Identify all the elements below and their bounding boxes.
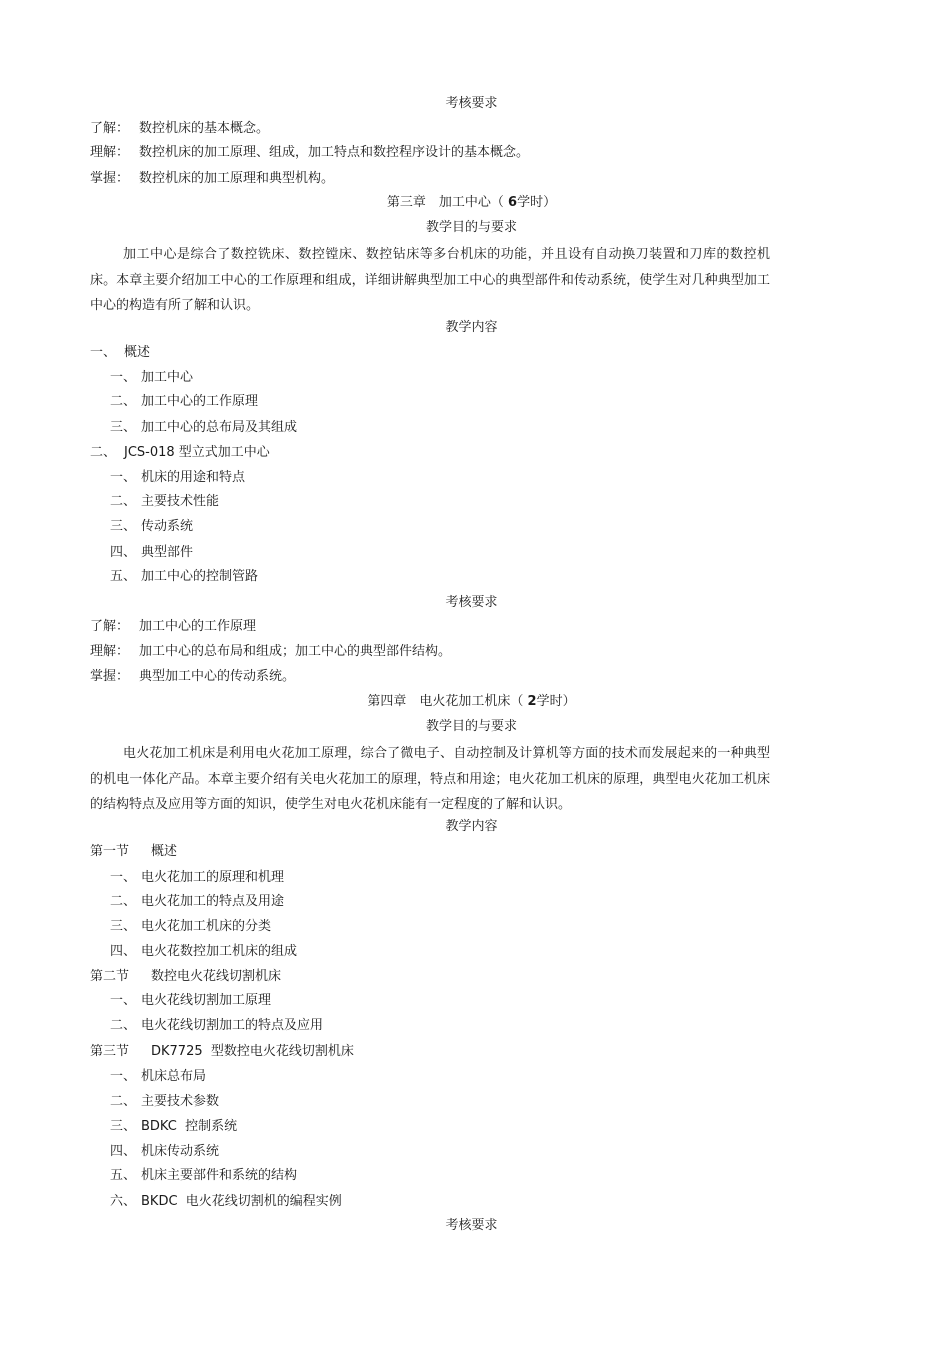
section-title: DK7725 型数控电火花线切割机床 xyxy=(151,1044,354,1059)
item-text: 电火花加工的特点及用途 xyxy=(141,894,285,909)
item-number: 三、 xyxy=(110,919,137,934)
section-item xyxy=(110,1118,237,1136)
item-number: 一、 xyxy=(110,993,137,1008)
item-text: 机床主要部件和系统的结构 xyxy=(141,1168,298,1183)
item-number: 三、 xyxy=(110,420,137,435)
outline-item xyxy=(90,444,270,462)
item-text: 加工中心的总布局及其组成 xyxy=(141,420,298,435)
goal-heading: 教学目的与要求 xyxy=(425,719,517,734)
label: 了解： xyxy=(90,121,130,136)
item-number: 二、 xyxy=(110,394,137,409)
chapter-title-suffix: 学时） xyxy=(517,195,557,210)
item-text: 电火花线切割加工原理 xyxy=(141,993,272,1008)
section-item xyxy=(110,1017,323,1035)
label: 掌握： xyxy=(90,669,130,684)
section-item xyxy=(110,918,271,936)
text: 加工中心的总布局和组成；加工中心的典型部件结构。 xyxy=(139,644,452,659)
outline-subitem xyxy=(110,393,258,411)
item-text: 加工中心的控制管路 xyxy=(141,569,259,584)
item-number: 一、 xyxy=(110,370,137,385)
assessment-heading: 考核要求 xyxy=(445,595,498,610)
label: 了解： xyxy=(90,619,130,634)
assessment-master xyxy=(90,170,334,188)
section-heading xyxy=(90,843,177,861)
goal-paragraph: 电火花加工机床是利用电火花加工原理，综合了微电子、自动控制及计算机等方面的技术而发展起来的一种典型的机电一体化产品。本章主要介绍有关电火花加工的原理，特点和用途；电火花加工机床的原理，典型电火花加工机床的结构特点及应用等方面的知识，使学生对电火花机床能有一定程度的了解和认识。 xyxy=(90,746,770,812)
text: 数控机床的加工原理、组成，加工特点和数控程序设计的基本概念。 xyxy=(139,145,530,160)
section-item xyxy=(110,1143,219,1161)
item-text: 典型部件 xyxy=(141,545,194,560)
item-text: 主要技术参数 xyxy=(141,1094,220,1109)
chapter-title-text: 第四章 电火花加工机床（ xyxy=(367,694,524,709)
item-number: 一、 xyxy=(90,345,117,360)
item-number: 一、 xyxy=(110,1069,137,1084)
item-number: 六、 xyxy=(110,1194,137,1209)
assessment-comprehend xyxy=(90,144,529,162)
goal-heading: 教学目的与要求 xyxy=(425,220,517,235)
section-item xyxy=(110,869,284,887)
section-item xyxy=(110,943,297,961)
assessment-understand xyxy=(90,120,269,138)
outline-subitem xyxy=(110,369,193,387)
section-title: 数控电火花线切割机床 xyxy=(151,969,282,984)
item-text: 机床总布局 xyxy=(141,1069,207,1084)
content-heading: 教学内容 xyxy=(445,320,498,335)
item-number: 五、 xyxy=(110,1168,137,1183)
item-text: BDKC 控制系统 xyxy=(141,1119,238,1134)
section-item xyxy=(110,992,271,1010)
outline-subitem xyxy=(110,544,193,562)
assessment-master xyxy=(90,668,295,686)
item-text: 电火花加工的原理和机理 xyxy=(141,870,285,885)
outline-subitem xyxy=(110,518,193,536)
section-item xyxy=(110,1193,342,1211)
chapter-4-title xyxy=(0,693,943,711)
item-text: 加工中心的工作原理 xyxy=(141,394,259,409)
item-text: 电火花线切割加工的特点及应用 xyxy=(141,1018,324,1033)
goal-paragraph: 加工中心是综合了数控铣床、数控镗床、数控钻床等多台机床的功能，并且设有自动换刀装置和刀库的数控机床。本章主要介绍加工中心的工作原理和组成，详细讲解典型加工中心的典型部件和传动系统，使学生对几种典型加工中心的构造有所了解和认识。 xyxy=(90,247,770,313)
content-heading: 教学内容 xyxy=(445,819,498,834)
label: 掌握： xyxy=(90,171,130,186)
item-text: 电火花加工机床的分类 xyxy=(141,919,272,934)
section-title: 概述 xyxy=(151,844,178,859)
text: 数控机床的基本概念。 xyxy=(139,121,270,136)
assessment-heading: 考核要求 xyxy=(445,96,498,111)
label: 理解： xyxy=(90,145,130,160)
label: 理解： xyxy=(90,644,130,659)
item-number: 三、 xyxy=(110,519,137,534)
section-heading xyxy=(90,968,281,986)
section-item xyxy=(110,1093,219,1111)
section-label: 第三节 xyxy=(90,1044,130,1059)
text: 典型加工中心的传动系统。 xyxy=(139,669,296,684)
assessment-heading: 考核要求 xyxy=(445,1218,498,1233)
item-number: 二、 xyxy=(110,894,137,909)
item-number: 四、 xyxy=(110,944,137,959)
item-number: 二、 xyxy=(110,1094,137,1109)
item-text: 传动系统 xyxy=(141,519,194,534)
outline-item xyxy=(90,344,150,362)
item-number: 四、 xyxy=(110,1144,137,1159)
item-title: JCS-018 型立式加工中心 xyxy=(124,445,270,460)
outline-subitem xyxy=(110,419,297,437)
item-text: 机床的用途和特点 xyxy=(141,470,246,485)
item-text: 电火花数控加工机床的组成 xyxy=(141,944,298,959)
section-item xyxy=(110,1068,206,1086)
item-title: 概述 xyxy=(124,345,151,360)
item-number: 二、 xyxy=(110,1018,137,1033)
text: 数控机床的加工原理和典型机构。 xyxy=(139,171,335,186)
chapter-title-text: 第三章 加工中心（ xyxy=(386,195,504,210)
item-text: 加工中心 xyxy=(141,370,194,385)
text: 加工中心的工作原理 xyxy=(139,619,257,634)
item-number: 二、 xyxy=(110,494,137,509)
item-text: BKDC 电火花线切割机的编程实例 xyxy=(141,1194,342,1209)
item-number: 四、 xyxy=(110,545,137,560)
chapter-title-suffix: 学时） xyxy=(536,694,576,709)
item-number: 五、 xyxy=(110,569,137,584)
item-text: 机床传动系统 xyxy=(141,1144,220,1159)
outline-subitem xyxy=(110,469,245,487)
section-item xyxy=(110,1167,297,1185)
chapter-hours: 6 xyxy=(508,195,518,210)
chapter-hours: 2 xyxy=(527,694,537,709)
section-label: 第一节 xyxy=(90,844,130,859)
item-number: 一、 xyxy=(110,470,137,485)
item-number: 三、 xyxy=(110,1119,137,1134)
item-number: 一、 xyxy=(110,870,137,885)
outline-subitem xyxy=(110,568,258,586)
item-number: 二、 xyxy=(90,445,117,460)
assessment-understand xyxy=(90,618,256,636)
item-text: 主要技术性能 xyxy=(141,494,220,509)
assessment-comprehend xyxy=(90,643,451,661)
chapter-3-title xyxy=(0,194,943,212)
section-label: 第二节 xyxy=(90,969,130,984)
outline-subitem xyxy=(110,493,219,511)
section-heading xyxy=(90,1043,354,1061)
section-item xyxy=(110,893,284,911)
